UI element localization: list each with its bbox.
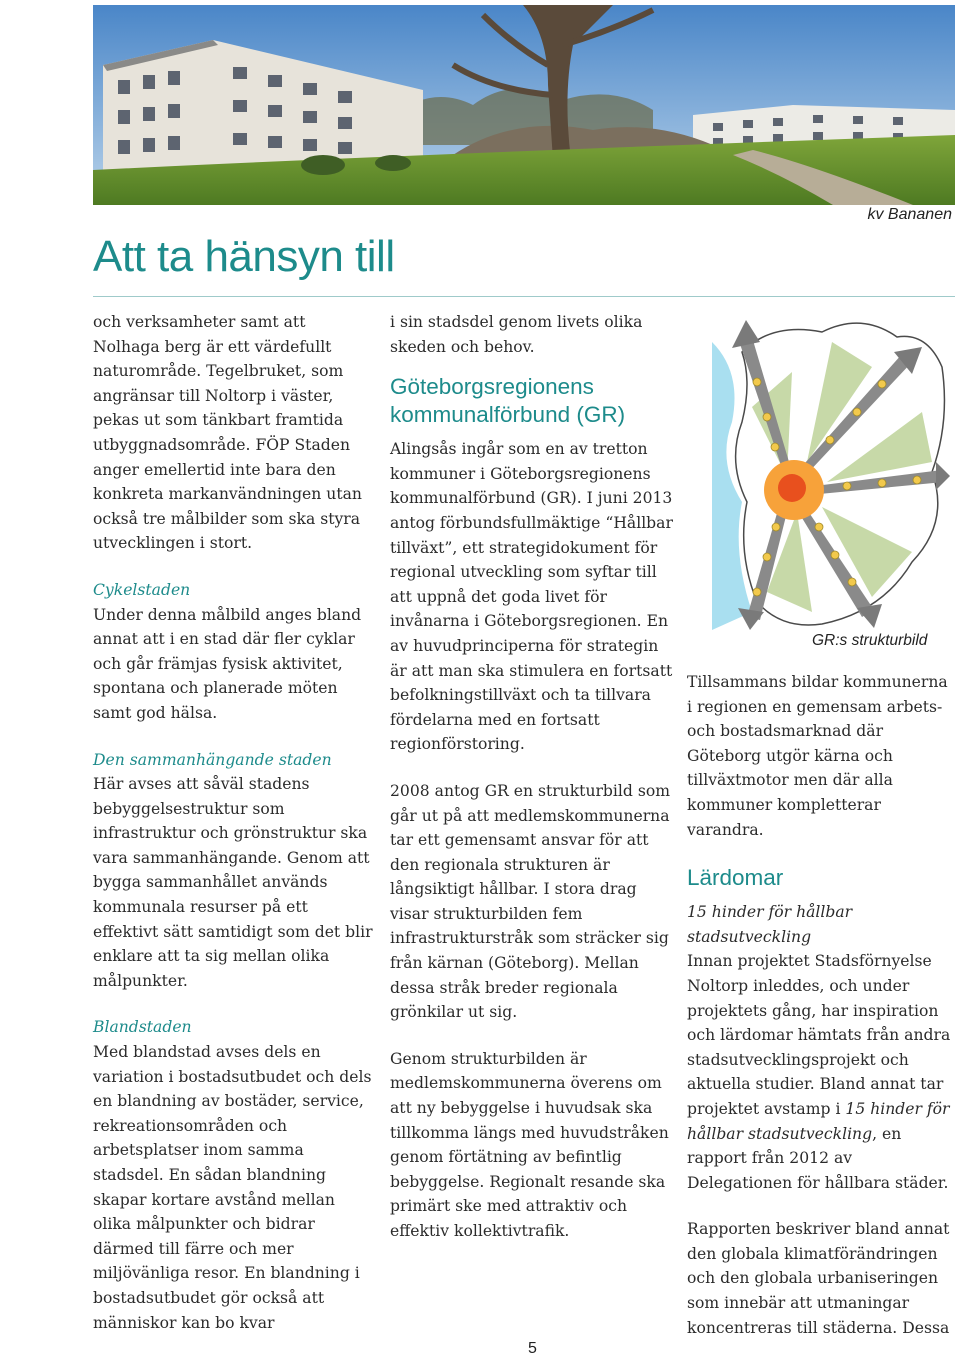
rapport-paragraph: Rapporten beskriver bland annat den globala klimatförändringen och den globala urbaniseringen som innebär att utmaningar koncentreras till städerna. Dessa [687, 1220, 950, 1337]
region-paragraph: Tillsammans bildar kommunerna i regionen en gemensam arbets- och bostadsmarknad där Göteborg utgör kärna och tillväxtmotor men där alla kommuner kompletterar varandra. [687, 673, 948, 839]
photo-caption: kv Bananen [867, 206, 952, 223]
housing-photo-illustration [93, 5, 955, 205]
text-column-3 [687, 670, 957, 1362]
sammanhangande-section [93, 748, 373, 994]
map-caption: GR:s strukturbild [812, 632, 928, 649]
lardomar-section-title: Lärdomar [687, 865, 784, 891]
lardomar-paragraph [687, 900, 957, 1195]
heading-divider [93, 296, 955, 297]
sammanhangande-text: Här avses att såväl stadens bebyggelsestruktur som infrastruktur och grönstruktur ska vara sammanhängande. Genom att bygga sammanhållet används kommunala resurser på ett effektivt sätt samtidigt som det blir enklare att ta sig mellan olika målpunkter. [93, 775, 373, 990]
gr-paragraph-2: 2008 antog GR en strukturbild som går ut på att medlemskommunerna tar ett gemensamt ansvar för att den regionala strukturen är långsiktigt hållbar. I stora drag visar strukturbilden fem infrastrukturstråk som sträcker sig från kärnan (Göteborg). Mellan dessa stråk breder regionala grönkilar ut sig. [390, 781, 671, 1022]
continued-paragraph: i sin stadsdel genom livets olika skeden och behov. [390, 313, 643, 356]
cykelstaden-section [93, 578, 373, 726]
gr-section-title: Göteborgsregionens kommunalförbund (GR) [390, 374, 626, 428]
cykelstaden-text: Under denna målbild anges bland annat att i en stad där fler cyklar och går främjas fysisk aktivitet, spontana och planerade möten samt god hälsa. [93, 605, 362, 722]
structure-map-illustration [712, 312, 950, 630]
lardomar-subtitle: 15 hinder för hållbar stadsutveckling [687, 903, 853, 946]
text-column-2 [390, 310, 675, 1266]
lardomar-text-a: Innan projektet Stadsförnyelse Noltorp inleddes, och under projektets gång, har inspiration och lärdomar hämtats från andra stadsutvecklingsprojekt och aktuella studier. Bland annat tar projektet avstamp i [687, 952, 951, 1118]
cykelstaden-title: Cykelstaden [93, 580, 191, 599]
gr-structure-map [712, 312, 950, 630]
report-title: 15 hinder för hållbar stadsutveckling [687, 1099, 950, 1143]
intro-paragraph: och verksamheter samt att Nolhaga berg är ett värdefullt naturområde. Tegelbruket, som angränsar till Noltorp i väster, pekas ut som tänkbart framtida utbyggnadsområde. FÖP Staden anger emellertid inte bara den konkreta markanvändningen utan också tre målbilder som ska styra utvecklingen i stort. [93, 313, 362, 553]
gr-paragraph-1: Alingsås ingår som en av tretton kommuner i Göteborgsregionens kommunalförbund (GR). I juni 2013 antog förbundsfullmäktige “Hållbar tillväxt”, ett strategidokument för regional utveckling som syftar till att uppnå det goda livet för invånarna i Göteborgsregionen. En av huvudprinciperna för strategin är att man ska stimulera en fortsatt befolkningstillväxt och ta tillvara fördelarna med en fortsatt regionförstoring. [390, 440, 673, 754]
page-title: Att ta hänsyn till [93, 232, 395, 281]
lardomar-text-b: , en rapport från 2012 av Delegationen för hållbara städer. [687, 1124, 949, 1192]
sammanhangande-title: Den sammanhängande staden [93, 750, 332, 769]
blandstaden-text: Med blandstad avses dels en variation i bostadsutbudet och dels en blandning av bostäder, service, rekreationsområden och arbetsplatser inom samma stadsdel. En sådan blandning skapar kortare avstånd mellan olika målpunkter och bidrar därmed till färre och mer miljövänliga resor. En blandning i bostadsutbudet gör också att människor kan bo kvar [93, 1043, 372, 1332]
text-column-1 [93, 310, 373, 1357]
housing-photo [93, 5, 955, 205]
blandstaden-title: Blandstaden [93, 1018, 192, 1037]
page-number: 5 [528, 1340, 537, 1357]
gr-paragraph-3: Genom strukturbilden är medlemskommunerna överens om att ny bebyggelse i huvudsak ska tillkomma längs med huvudstråken genom förtätning av befintlig bebyggelse. Regionalt resande ska primärt ske med attraktiv och effektiv kollektivtrafik. [390, 1049, 669, 1240]
blandstaden-section [93, 1015, 373, 1335]
